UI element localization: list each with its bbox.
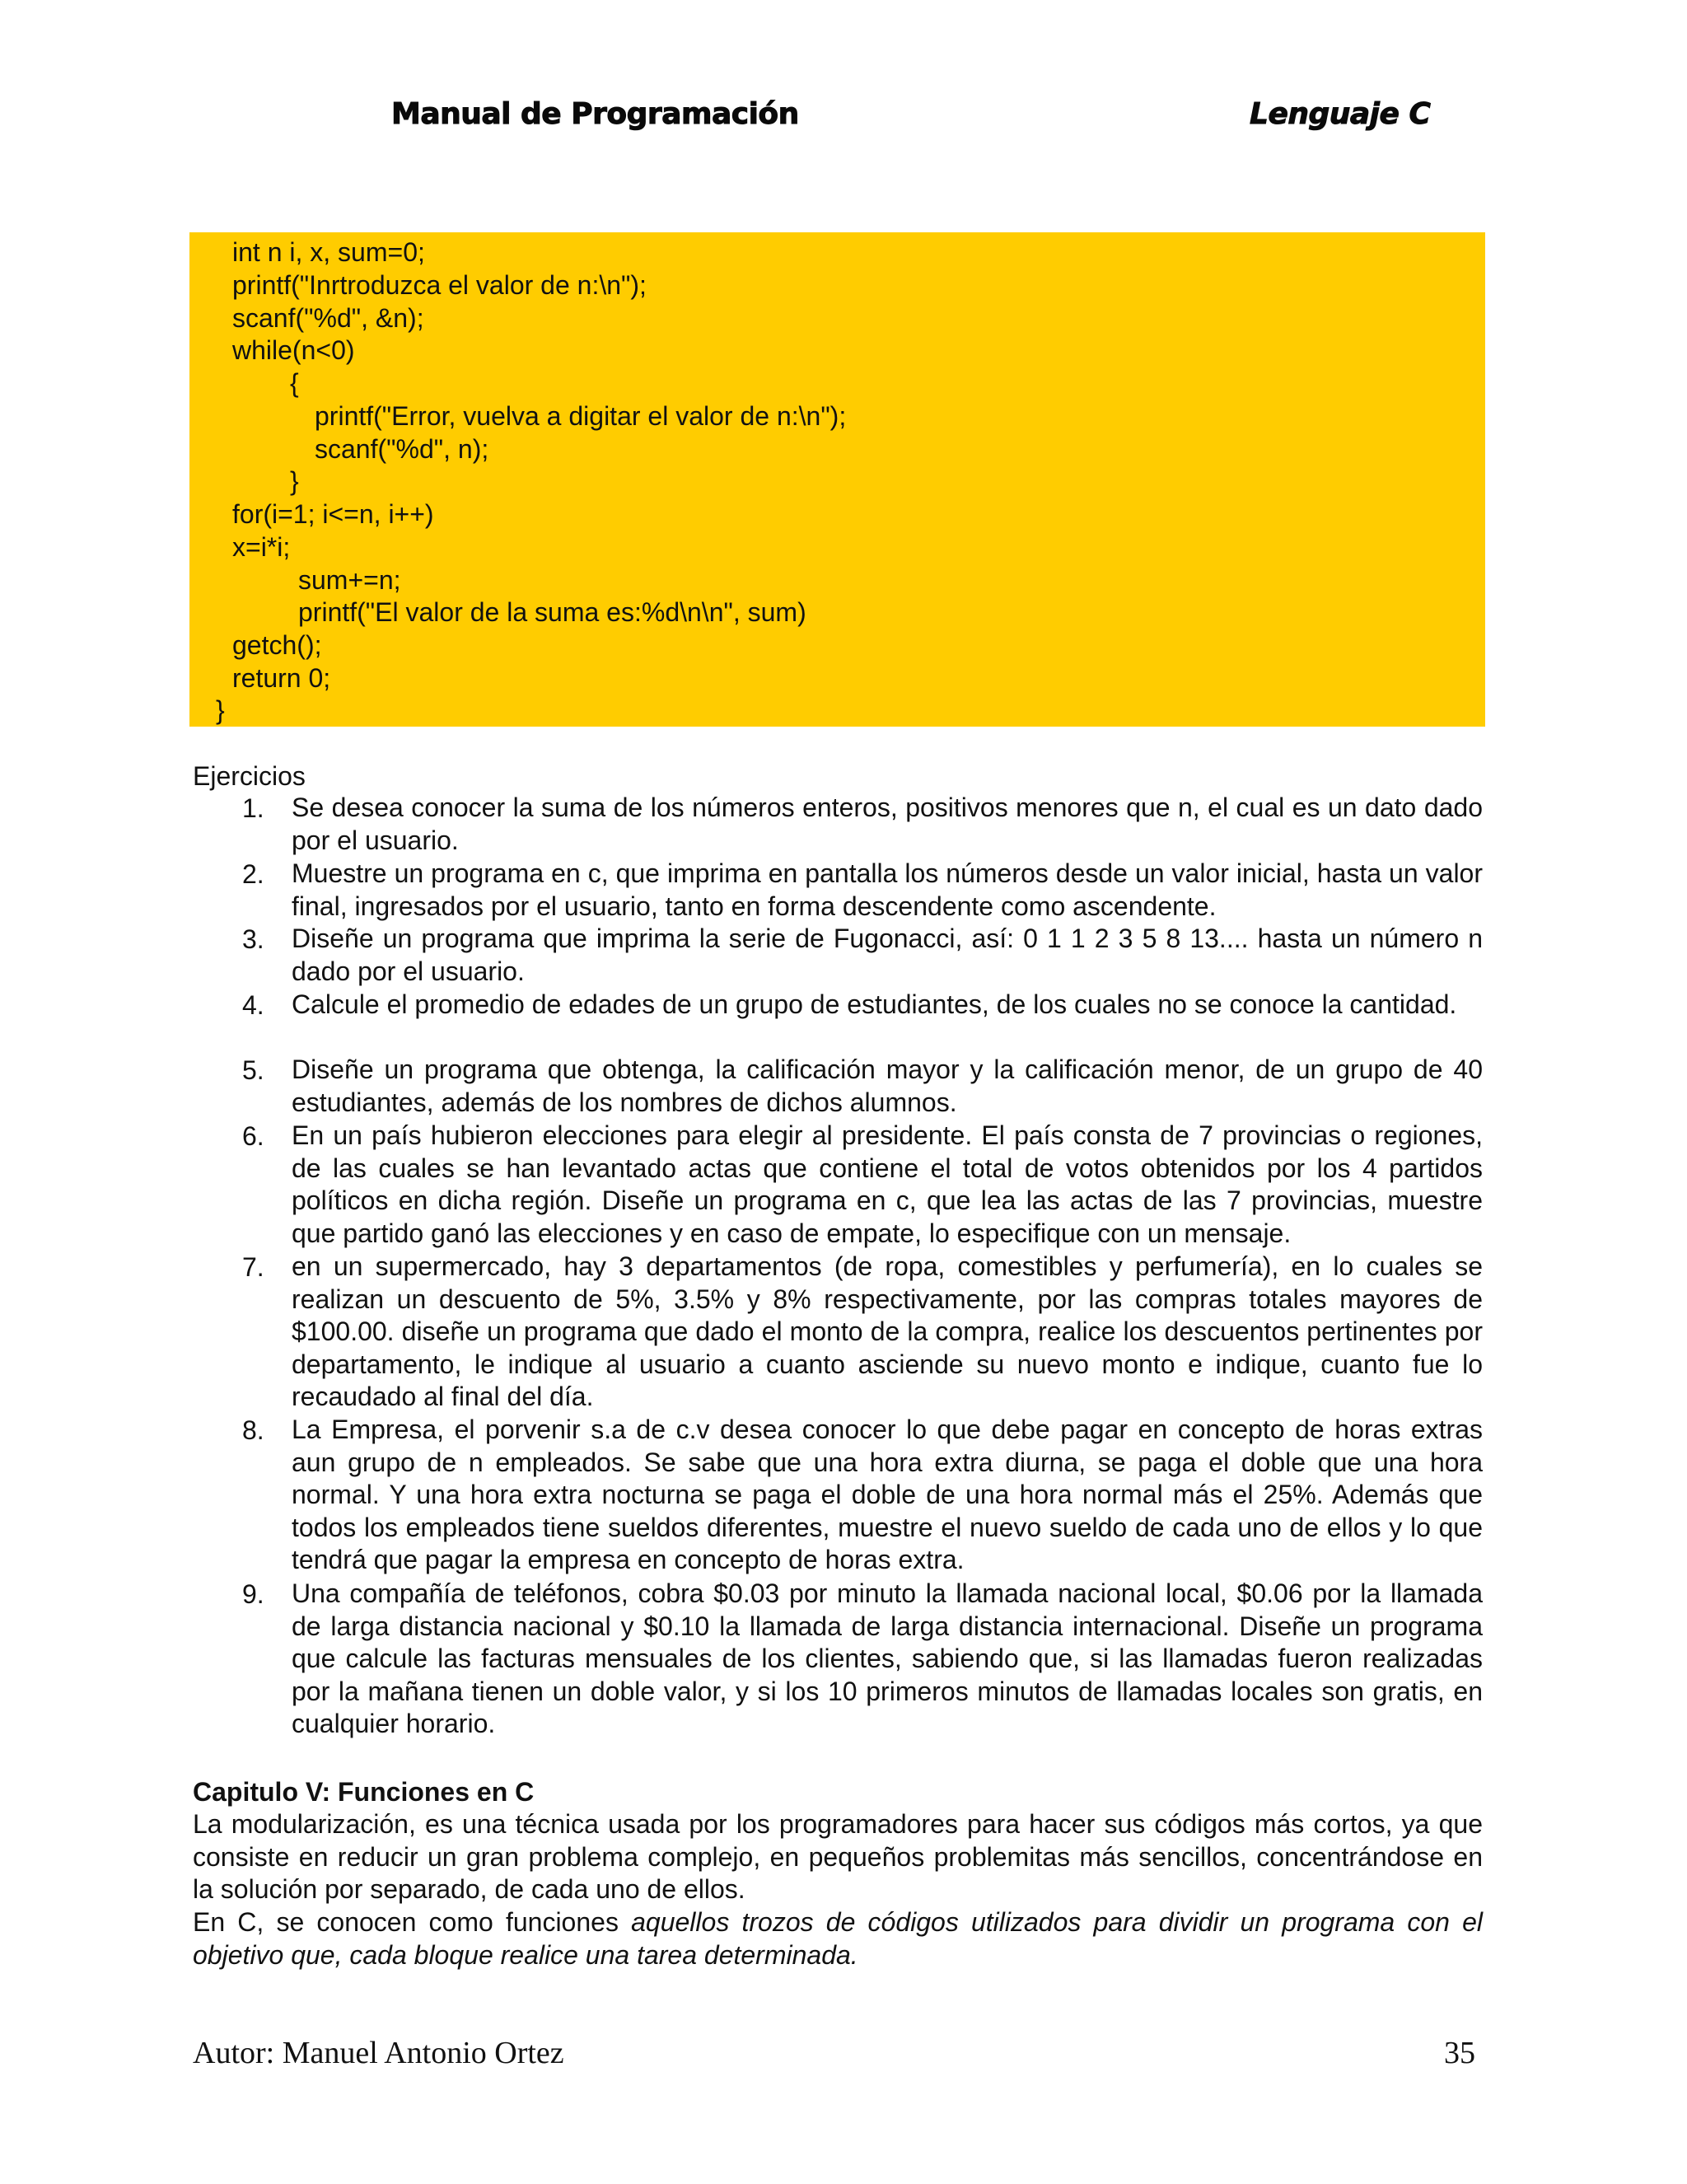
exercise-number: 1. xyxy=(242,793,264,823)
code-line: printf("El valor de la suma es:%d\n\n", sum) xyxy=(298,597,806,627)
exercises-title: Ejercicios xyxy=(193,761,306,791)
code-line: return 0; xyxy=(232,663,331,693)
exercise-text: La Empresa, el porvenir s.a de c.v desea conocer lo que debe pagar en concepto de horas extras aun grupo de n empleados. Se sabe que una hora extra diurna, se paga el doble que una hora normal. Y una hora extra nocturna se paga el doble de una hora normal más el 25%. Además que todos los empleados tiene sueldos diferentes, muestre el nuevo sueldo de cada uno de ellos y lo que tendrá que pagar la empresa en concepto de horas extra. xyxy=(292,1415,1483,1575)
header-title: Manual de Programación xyxy=(391,97,799,131)
code-line: } xyxy=(290,466,299,496)
chapter-paragraph-definition xyxy=(193,1906,1483,1971)
exercise-text: en un supermercado, hay 3 departamentos (de ropa, comestibles y perfumería), en lo cuales se realizan un descuento de 5%, 3.5% y 8% respectivamente, por las compras totales mayores de $100.00. diseñe un programa que dado el monto de la compra, realice los descuentos pertinentes por departamento, le indique al usuario a cuanto asciende su nuevo monto e indique, cuanto fue lo recaudado al final del día. xyxy=(292,1251,1483,1412)
exercise-number: 4. xyxy=(242,990,264,1020)
code-line: int n i, x, sum=0; xyxy=(232,237,425,267)
exercise-text: En un país hubieron elecciones para elegir al presidente. El país consta de 7 provincias o regiones, de las cuales se han levantado actas que contiene el total de votos obtenidos por los 4 partidos políticos en dicha región. Diseñe un programa en c, que lea las actas de las 7 provincias, muestre que partido ganó las elecciones y en caso de empate, lo especifique con un mensaje. xyxy=(292,1120,1483,1248)
code-line: scanf("%d", n); xyxy=(315,434,489,464)
header-subject: Lenguaje C xyxy=(1250,97,1431,131)
exercise-number: 8. xyxy=(242,1415,264,1445)
chapter-paragraph: La modularización, es una técnica usada por los programadores para hacer sus códigos más cortos, ya que consiste en reducir un gran problema complejo, en pequeños problemitas más sencillos, concentrándose en la solución por separado, de cada uno de ellos. xyxy=(193,1809,1483,1905)
code-line: printf("Error, vuelva a digitar el valor de n:\n"); xyxy=(315,401,847,431)
exercise-text: Se desea conocer la suma de los números enteros, positivos menores que n, el cual es un dato dado por el usuario. xyxy=(292,793,1483,855)
code-line: for(i=1; i<=n, i++) xyxy=(232,499,434,529)
code-line: { xyxy=(290,368,299,398)
code-line: x=i*i; xyxy=(232,532,291,562)
exercise-text: Una compañía de teléfonos, cobra $0.03 por minuto la llamada nacional local, $0.06 por la llamada de larga distancia nacional y $0.10 la llamada de larga distancia internacional. Diseñe un programa que calcule las facturas mensuales de los clientes, sabiendo que, si las llamadas fueron realizadas por la mañana tienen un doble valor, y si los 10 primeros minutos de llamadas locales son gratis, en cualquier horario. xyxy=(292,1578,1483,1739)
chapter-title: Capitulo V: Funciones en C xyxy=(193,1777,535,1807)
code-line: scanf("%d", &n); xyxy=(232,303,424,333)
exercise-number: 6. xyxy=(242,1121,264,1151)
definition-italic: aquellos trozos de códigos utilizados para dividir un programa con el objetivo que, cada bloque realice una tarea determinada. xyxy=(193,1907,1484,1970)
exercise-text: Calcule el promedio de edades de un grupo de estudiantes, de los cuales no se conoce la cantidad. xyxy=(292,989,1457,1019)
code-block xyxy=(189,232,1485,727)
exercise-number: 7. xyxy=(242,1252,264,1282)
definition-lead: En C, se conocen como funciones xyxy=(193,1907,632,1937)
code-line: } xyxy=(216,695,225,725)
code-line: sum+=n; xyxy=(298,565,401,595)
exercise-number: 3. xyxy=(242,924,264,954)
exercise-text: Muestre un programa en c, que imprima en pantalla los números desde un valor inicial, hasta un valor final, ingresados por el usuario, tanto en forma descendente como ascendente. xyxy=(292,858,1483,921)
footer-author: Autor: Manuel Antonio Ortez xyxy=(193,2036,564,2070)
page-number: 35 xyxy=(1444,2036,1475,2070)
code-line: printf("Inrtroduzca el valor de n:\n"); xyxy=(232,270,647,300)
code-line: getch(); xyxy=(232,630,322,660)
exercise-text: Diseñe un programa que imprima la serie de Fugonacci, así: 0 1 1 2 3 5 8 13.... hasta un número n dado por el usuario. xyxy=(292,924,1483,986)
exercise-number: 5. xyxy=(242,1055,264,1085)
exercise-number: 2. xyxy=(242,859,264,889)
exercise-text: Diseñe un programa que obtenga, la calificación mayor y la calificación menor, de un grupo de 40 estudiantes, además de los nombres de dichos alumnos. xyxy=(292,1055,1483,1117)
exercise-number: 9. xyxy=(242,1579,264,1609)
code-line: while(n<0) xyxy=(232,335,355,365)
